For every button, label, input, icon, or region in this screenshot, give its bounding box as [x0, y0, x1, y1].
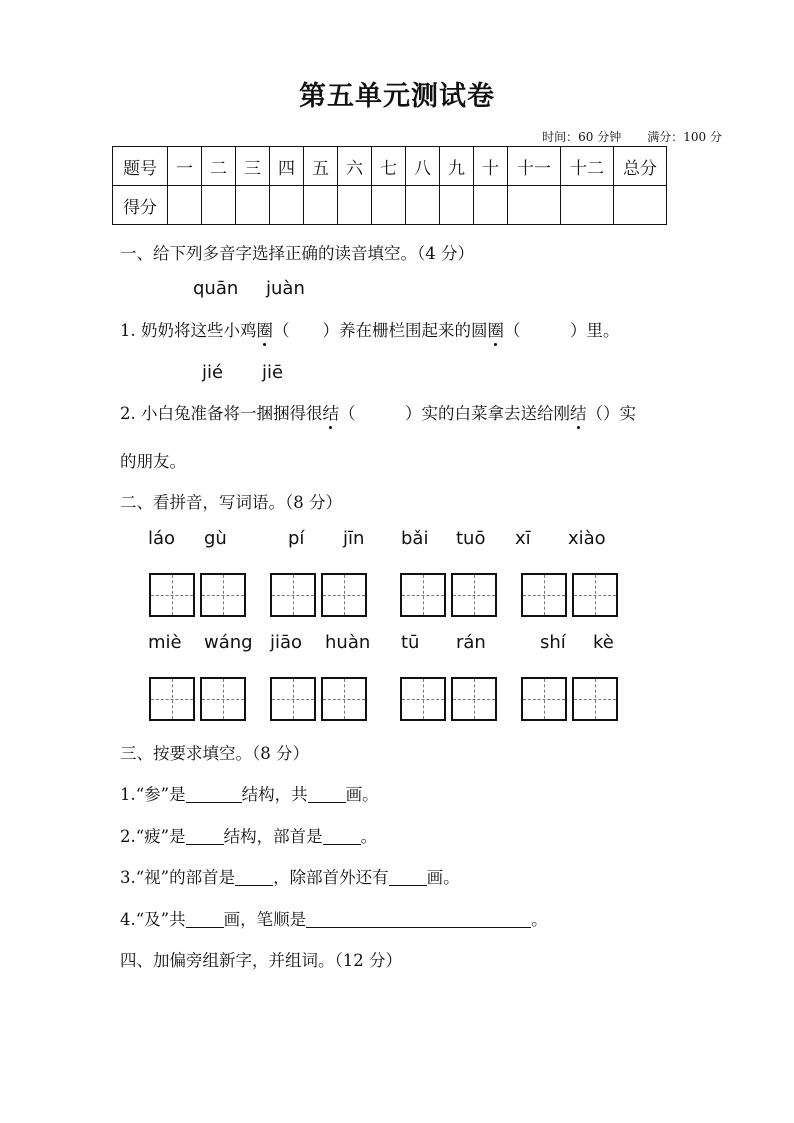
writing-grid-box[interactable] [400, 677, 446, 721]
fill-blank[interactable] [186, 784, 242, 803]
section3-heading: 三、按要求填空。（8 分） [120, 744, 309, 763]
score-cell[interactable] [202, 186, 236, 225]
score-cell[interactable] [406, 186, 440, 225]
writing-grid-box[interactable] [321, 573, 367, 617]
pinyin-label: quān [193, 278, 239, 299]
score-table-cell: 十二 [561, 147, 614, 186]
writing-grid-box[interactable] [270, 677, 316, 721]
question-3-1: 1.“参”是 结构，共 画。 [120, 785, 379, 804]
score-table-cell: 二 [202, 147, 236, 186]
score-cell[interactable] [338, 186, 372, 225]
pinyin-label: jiāo [270, 632, 303, 653]
pinyin-label: tū [401, 632, 420, 653]
writing-grid-box[interactable] [321, 677, 367, 721]
pinyin-label: wáng [204, 632, 253, 653]
pinyin-label: jīn [343, 528, 365, 549]
pinyin-label: xī [515, 528, 531, 549]
score-table-cell: 一 [168, 147, 202, 186]
section1-heading: 一、给下列多音字选择正确的读音填空。（4 分） [120, 244, 474, 263]
score-table-cell: 九 [440, 147, 474, 186]
writing-grid-box[interactable] [521, 677, 567, 721]
exam-time: 时间：60 分钟 [542, 130, 622, 144]
pinyin-label: tuō [456, 528, 486, 549]
writing-grid-box[interactable] [149, 677, 195, 721]
pinyin-label: láo [148, 528, 176, 549]
question-1-1: 1. 奶奶将这些小鸡圈（ ）养在栅栏围起来的圆圈（ ）里。 [120, 317, 620, 341]
score-table-cell: 十 [474, 147, 508, 186]
dotted-character: 圈 [257, 317, 274, 341]
fill-blank[interactable] [389, 867, 427, 886]
score-table-cell: 十一 [508, 147, 561, 186]
question-1-2: 2. 小白兔准备将一捆捆得很结（ ）实的白菜拿去送给刚结（）实 [120, 400, 636, 424]
writing-grid-box[interactable] [451, 573, 497, 617]
section4-heading: 四、加偏旁组新字，并组词。（12 分） [120, 951, 402, 970]
exam-full-score: 满分：100 分 [647, 130, 722, 144]
fill-blank[interactable] [308, 784, 346, 803]
score-table-cell: 三 [236, 147, 270, 186]
pinyin-label: miè [148, 632, 182, 653]
score-cell[interactable] [508, 186, 561, 225]
writing-grid-box[interactable] [270, 573, 316, 617]
exam-meta [542, 128, 722, 145]
pinyin-label: pí [288, 528, 305, 549]
score-cell[interactable] [561, 186, 614, 225]
score-table [112, 146, 667, 225]
question-3-2: 2.“疲”是 结构，部首是 。 [120, 827, 378, 846]
pinyin-label: huàn [325, 632, 371, 653]
fill-blank[interactable] [186, 826, 224, 845]
fill-blank[interactable] [186, 909, 224, 928]
pinyin-label: kè [593, 632, 614, 653]
pinyin-label: jiē [262, 362, 284, 383]
writing-grid-box[interactable] [200, 677, 246, 721]
score-table-cell: 题号 [113, 147, 168, 186]
question-3-4: 4.“及”共 画，笔顺是 。 [120, 910, 548, 929]
pinyin-label: jié [202, 362, 224, 383]
writing-grid-box[interactable] [400, 573, 446, 617]
dotted-character: 结 [323, 400, 340, 424]
writing-grid-box[interactable] [572, 573, 618, 617]
writing-grid-box[interactable] [149, 573, 195, 617]
pinyin-label: shí [540, 632, 566, 653]
writing-grid-box[interactable] [200, 573, 246, 617]
score-table-cell: 八 [406, 147, 440, 186]
score-cell[interactable] [614, 186, 667, 225]
score-cell[interactable] [168, 186, 202, 225]
pinyin-label: bǎi [401, 528, 429, 549]
pinyin-label: gù [204, 528, 227, 549]
pinyin-label: juàn [266, 278, 305, 299]
score-table-cell: 四 [270, 147, 304, 186]
score-table-score-row [113, 186, 667, 225]
question-1-2-continued: 的朋友。 [120, 452, 186, 471]
section2-heading: 二、看拼音，写词语。（8 分） [120, 493, 342, 512]
score-table-cell: 六 [338, 147, 372, 186]
page-title: 第五单元测试卷 [299, 81, 495, 112]
score-table-cell: 七 [372, 147, 406, 186]
fill-blank[interactable] [306, 909, 531, 928]
writing-grid-box[interactable] [572, 677, 618, 721]
writing-grid-box[interactable] [451, 677, 497, 721]
fill-blank[interactable] [323, 826, 361, 845]
score-cell[interactable] [474, 186, 508, 225]
score-table-cell: 五 [304, 147, 338, 186]
score-cell[interactable] [236, 186, 270, 225]
fill-blank[interactable] [235, 867, 273, 886]
question-3-3: 3.“视”的部首是 ，除部首外还有 画。 [120, 868, 460, 887]
score-cell[interactable] [270, 186, 304, 225]
dotted-character: 圈 [488, 317, 505, 341]
dotted-character: 结 [570, 400, 587, 424]
writing-grid-box[interactable] [521, 573, 567, 617]
pinyin-label: xiào [568, 528, 606, 549]
score-cell[interactable] [304, 186, 338, 225]
score-table-header-row [113, 147, 667, 186]
score-table-row-label: 得分 [113, 186, 168, 225]
score-cell[interactable] [372, 186, 406, 225]
pinyin-label: rán [456, 632, 486, 653]
score-table-cell: 总分 [614, 147, 667, 186]
score-cell[interactable] [440, 186, 474, 225]
